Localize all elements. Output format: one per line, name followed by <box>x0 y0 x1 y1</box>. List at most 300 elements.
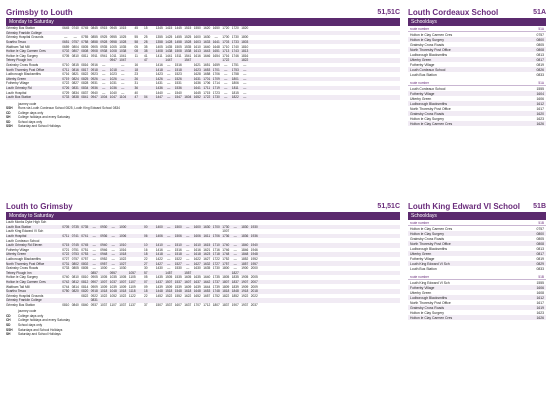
time-cell: 1746 <box>222 247 230 252</box>
minutes-cell: 31 <box>134 81 139 86</box>
time-cell: 0745 <box>71 243 79 248</box>
time-cell: 0802 <box>71 261 79 266</box>
time-cell: 1635 <box>203 266 211 271</box>
time-cell: — <box>92 247 96 252</box>
route-number: 51,51C <box>377 202 400 210</box>
time-cell: — <box>92 252 96 257</box>
note-key: SD <box>6 323 11 328</box>
time-cell: 0805 <box>81 44 89 49</box>
time-cell: 1839 <box>231 284 239 289</box>
time-cell: 1522 <box>174 257 182 262</box>
stop-name: Fotherby Village <box>410 91 435 96</box>
minutes-cell: 35 <box>143 44 148 49</box>
time-cell: — <box>233 266 237 271</box>
minutes-cell: 11 <box>134 53 138 58</box>
time-cell: 1623 <box>193 67 201 72</box>
time-cell: 1652 <box>193 293 201 298</box>
time-cell: — <box>102 72 106 77</box>
time-cell: 1605 <box>184 275 192 280</box>
time-cell: 0811 <box>81 53 89 58</box>
time-cell: 1137 <box>128 302 136 307</box>
time-cell: 0805 <box>536 42 544 47</box>
time-cell: 1848 <box>241 252 249 257</box>
time-cell: 1658 <box>203 72 211 77</box>
route-label: route number <box>410 81 429 85</box>
time-cell: 1736 <box>222 234 230 239</box>
time-cell: — <box>121 72 125 77</box>
time-cell: — <box>92 261 96 266</box>
time-cell: 1909 <box>241 284 249 289</box>
time-cell: 0813 <box>536 246 544 251</box>
time-cell: 1706 <box>203 81 211 86</box>
time-cell: 1657 <box>203 293 211 298</box>
time-cell: 1739 <box>212 284 220 289</box>
time-cell: 0822 <box>81 72 89 77</box>
time-cell: 1616 <box>193 53 201 58</box>
time-cell: 2000 <box>250 266 258 271</box>
time-cell: 1009 <box>119 284 127 289</box>
time-cell: 1047 <box>119 58 127 63</box>
time-cell: 0659 <box>62 44 70 49</box>
stop-name: Holton le Clay Carmen Cres <box>6 49 46 54</box>
day-bar: Monday to Saturday <box>6 18 400 26</box>
time-cell: 0741 <box>81 234 89 239</box>
stop-name: Louth Bus Station <box>410 72 437 77</box>
time-cell: — <box>224 95 228 100</box>
time-cell: 1007 <box>119 280 127 285</box>
stop-name: North Thoresby Post Office <box>410 241 451 246</box>
route-value: 51B <box>538 221 544 225</box>
time-cell: 0800 <box>536 231 544 236</box>
stop-name: Utterby Green <box>6 252 27 257</box>
time-cell: 1606 <box>536 96 544 101</box>
time-cell: 0931 <box>90 81 98 86</box>
time-cell: — <box>233 224 237 229</box>
time-cell: 1723 <box>212 90 220 95</box>
time-cell: — <box>243 86 247 91</box>
time-cell: 1807 <box>212 302 220 307</box>
time-cell: 1622 <box>193 257 201 262</box>
stop-name: Utterby Green <box>410 251 432 256</box>
time-cell: 0645 <box>62 26 70 31</box>
time-cell: 1646 <box>203 53 211 58</box>
time-cell: 0834 <box>81 86 89 91</box>
time-cell: — <box>224 81 228 86</box>
time-cell: 1641 <box>193 86 201 91</box>
time-cell: 0814 <box>71 284 79 289</box>
time-cell: 1740 <box>231 44 239 49</box>
time-cell: 0800 <box>536 37 544 42</box>
time-cell: 0916 <box>90 63 98 68</box>
time-cell: 1455 <box>174 35 182 40</box>
time-cell: 0955 <box>109 35 117 40</box>
time-cell: 1822 <box>231 95 239 100</box>
time-cell: 0810 <box>71 53 79 58</box>
time-cell: 1830 <box>241 224 249 229</box>
time-cell: 1538 <box>184 49 192 54</box>
time-cell: 2005 <box>250 275 258 280</box>
time-cell: — <box>102 90 106 95</box>
time-cell: 0826 <box>536 67 544 72</box>
time-cell: 1008 <box>109 49 117 54</box>
note-line <box>6 332 400 337</box>
time-cell: 1822 <box>222 293 230 298</box>
time-cell: 1007 <box>100 280 108 285</box>
note-text: Runs via Louth Cordeaux School 0825, Louth King Edward School 0834 <box>18 106 120 111</box>
time-cell: 1057 <box>128 270 136 275</box>
time-cell: 1720 <box>222 26 230 31</box>
timetable-title <box>408 6 546 18</box>
time-cell: 1937 <box>241 302 249 307</box>
title-text: Louth Cordeaux School <box>408 7 499 17</box>
time-cell: 1035 <box>119 44 127 49</box>
stop-name: North Thoresby Post Office <box>410 47 451 52</box>
note-key: CD <box>6 110 11 115</box>
timetable-body <box>6 220 400 307</box>
stop-name: Ludborough Blacksmiths <box>410 52 448 57</box>
time-cell: — <box>224 63 228 68</box>
time-cell: 1018 <box>109 67 117 72</box>
stop-name: Utterby Green <box>6 76 27 81</box>
route-number: 51A <box>533 8 546 16</box>
time-cell: 1005 <box>100 275 108 280</box>
minutes-cell: 25 <box>143 35 148 40</box>
time-cell: 0824 <box>71 76 79 81</box>
time-cell: 1427 <box>155 261 163 266</box>
stop-name: Ludborough Blacksmiths <box>6 257 41 262</box>
time-cell: 1907 <box>231 302 239 307</box>
time-cell: 0908 <box>90 49 98 54</box>
time-cell: 1706 <box>212 72 220 77</box>
minutes-cell: 41 <box>143 53 148 58</box>
time-cell: 0808 <box>81 49 89 54</box>
stop-name: Louth King Edward VI Sch <box>410 261 450 266</box>
time-cell: 1613 <box>193 49 201 54</box>
time-cell: 1405 <box>155 44 163 49</box>
stop-name: Ludborough Blacksmiths <box>6 72 41 77</box>
time-cell: 1700 <box>222 35 230 40</box>
time-cell: 1652 <box>193 95 201 100</box>
time-cell: — <box>167 252 171 257</box>
time-cell: — <box>111 234 115 239</box>
time-cell: — <box>243 63 247 68</box>
time-cell: 1848 <box>231 289 239 294</box>
minutes-cell: 37 <box>143 302 148 307</box>
time-cell: — <box>64 35 68 40</box>
time-cell: — <box>167 95 171 100</box>
time-cell: 1617 <box>536 300 544 305</box>
time-cell: 1447 <box>165 58 173 63</box>
time-cell: 1431 <box>155 81 163 86</box>
time-cell: 1710 <box>212 243 220 248</box>
time-cell: 1751 <box>231 63 239 68</box>
time-cell: 0858 <box>90 40 98 45</box>
time-cell: 1727 <box>212 261 220 266</box>
time-cell: 1612 <box>536 295 544 300</box>
time-cell: 1105 <box>128 275 136 280</box>
time-cell: 1618 <box>184 289 192 294</box>
time-cell: 1606 <box>536 285 544 290</box>
time-cell: 1506 <box>174 234 182 239</box>
time-cell: 1604 <box>184 95 192 100</box>
time-cell: 1031 <box>109 81 117 86</box>
time-cell: 1122 <box>128 293 136 298</box>
stop-name: Louth Cordeaux School <box>410 86 446 91</box>
time-cell: 1430 <box>155 266 163 271</box>
time-cell: 0957 <box>109 270 117 275</box>
stop-list <box>408 32 546 77</box>
time-cell: — <box>102 86 106 91</box>
time-cell: 0936 <box>90 86 98 91</box>
time-cell: 1610 <box>193 243 201 248</box>
stop-name: Holton le Clay Surgery <box>6 275 38 280</box>
time-cell: 0810 <box>81 275 89 280</box>
minutes-cell: 07 <box>143 280 148 285</box>
time-cell: 0751 <box>71 247 79 252</box>
time-cell: 0819 <box>536 62 544 67</box>
time-cell: — <box>92 243 96 248</box>
stop-name: Utterby Green <box>410 96 432 101</box>
time-cell: 0822 <box>81 293 89 298</box>
time-cell: — <box>233 247 237 252</box>
stop-list <box>408 86 546 126</box>
time-cell: 1518 <box>165 289 173 294</box>
minutes-cell: 45 <box>134 26 139 31</box>
time-cell: — <box>102 67 106 72</box>
time-cell: 1611 <box>203 234 211 239</box>
time-cell: 1642 <box>203 280 211 285</box>
route-label: route number <box>410 275 429 279</box>
time-cell: 0816 <box>71 67 79 72</box>
time-cell: — <box>92 266 96 271</box>
minutes-cell: 16 <box>143 247 148 252</box>
time-cell: 0753 <box>81 252 89 257</box>
time-cell: — <box>121 90 125 95</box>
stop-name: Grainsby Cross Roads <box>6 266 39 271</box>
stop-name: Holton le Clay Surgery <box>410 37 444 42</box>
time-cell: 1448 <box>155 289 163 294</box>
time-cell: 1107 <box>109 302 117 307</box>
time-cell: — <box>121 67 125 72</box>
time-cell: 1022 <box>119 293 127 298</box>
time-cell: 1505 <box>174 44 182 49</box>
stop-name: Grimsby Hospital Grounds <box>6 35 44 40</box>
time-cell: 0719 <box>62 76 70 81</box>
time-cell: 0926 <box>90 76 98 81</box>
time-cell: 0815 <box>71 63 79 68</box>
time-cell: 1810 <box>241 44 249 49</box>
time-cell: 0807 <box>71 49 79 54</box>
time-cell: 1636 <box>193 81 201 86</box>
minutes-cell: 30 <box>143 266 148 271</box>
time-cell: 0952 <box>100 257 108 262</box>
time-cell: — <box>121 86 125 91</box>
time-cell: 0742 <box>62 280 70 285</box>
time-cell: 0947 <box>109 58 117 63</box>
note-key: SD <box>6 119 11 124</box>
minutes-cell: 38 <box>143 49 148 54</box>
time-cell: 1552 <box>174 293 182 298</box>
time-cell: 1627 <box>193 261 201 266</box>
time-cell: 1007 <box>222 229 230 234</box>
time-cell: — <box>167 76 171 81</box>
time-cell: 1648 <box>212 44 220 49</box>
stop-name: Fotherby Village <box>6 247 29 252</box>
time-cell: 1537 <box>165 302 173 307</box>
stop-name: Grainsby Cross Roads <box>410 305 445 310</box>
stop-name: Holton le Clay Carmen Cres <box>410 121 453 126</box>
time-cell: 0905 <box>90 44 98 49</box>
time-cell: 0813 <box>536 52 544 57</box>
time-cell: 1630 <box>193 266 201 271</box>
time-cell: 0814 <box>81 284 89 289</box>
time-cell: 1437 <box>155 280 163 285</box>
time-cell: 1706 <box>212 234 220 239</box>
time-cell: 1737 <box>212 280 220 285</box>
time-cell: — <box>186 224 190 229</box>
stop-name: Holton le Clay Carmen Cres <box>410 32 453 37</box>
stop-name: Ludborough Blacksmiths <box>410 101 448 106</box>
time-cell: 1009 <box>100 284 108 289</box>
time-cell: 1511 <box>174 53 182 58</box>
table-row <box>6 95 400 100</box>
time-cell: 0831 <box>71 86 79 91</box>
time-cell: 1509 <box>165 284 173 289</box>
time-cell: 1016 <box>119 247 127 252</box>
time-cell: 0757 <box>71 257 79 262</box>
stop-name: Holton le Clay Surgery <box>6 53 38 58</box>
time-cell: — <box>167 261 171 266</box>
time-cell: 0711 <box>62 67 70 72</box>
time-cell: 0922 <box>90 293 98 298</box>
time-cell: — <box>73 35 77 40</box>
time-cell: 1610 <box>193 44 201 49</box>
minutes-cell: 26 <box>134 76 139 81</box>
time-cell: 0711 <box>62 234 70 239</box>
time-cell: 0731 <box>62 261 70 266</box>
time-cell: 1510 <box>174 243 182 248</box>
time-cell: 2009 <box>250 284 258 289</box>
time-cell: 1547 <box>174 95 182 100</box>
notes <box>6 102 400 130</box>
time-cell: 1523 <box>174 72 182 77</box>
time-cell: 1550 <box>193 26 201 31</box>
time-cell: 0721 <box>62 247 70 252</box>
time-cell: 0845 <box>90 26 98 31</box>
time-cell: 0751 <box>81 247 89 252</box>
note-key: CD <box>6 313 11 318</box>
time-cell: 0937 <box>90 302 98 307</box>
time-cell: 1650 <box>212 26 220 31</box>
time-cell: — <box>224 76 228 81</box>
time-cell: 1015 <box>119 26 127 31</box>
time-cell: 1716 <box>222 53 230 58</box>
time-cell: 0945 <box>109 26 117 31</box>
time-cell: 1617 <box>536 106 544 111</box>
time-cell: 0705 <box>62 53 70 58</box>
time-cell: 0722 <box>62 252 70 257</box>
time-cell: 0805 <box>71 266 79 271</box>
stop-name: Louth Bus Station <box>6 224 32 229</box>
time-cell: 1822 <box>241 58 249 63</box>
stop-name: Waltham Tall Mill <box>6 44 30 49</box>
stop-name: Ludborough Blacksmiths <box>410 246 448 251</box>
time-cell: 0726 <box>62 86 70 91</box>
time-cell: — <box>186 234 190 239</box>
time-cell: 1406 <box>155 234 163 239</box>
time-cell: 1837 <box>222 302 230 307</box>
time-cell: — <box>243 67 247 72</box>
time-cell: 1730 <box>231 35 239 40</box>
time-cell: 1540 <box>174 90 182 95</box>
route-value: 51B <box>538 275 544 279</box>
time-cell: 1428 <box>165 40 173 45</box>
time-cell: 1722 <box>212 257 220 262</box>
stop-name: Tetney Plough Inn <box>6 58 32 63</box>
time-cell: — <box>167 247 171 252</box>
note-key: SSH <box>6 106 13 111</box>
time-cell: 1457 <box>165 270 173 275</box>
time-cell: 1005 <box>109 44 117 49</box>
time-cell: 1700 <box>212 224 220 229</box>
time-cell: 0948 <box>100 252 108 257</box>
minutes-cell: 36 <box>134 86 139 91</box>
time-cell: 1535 <box>174 275 182 280</box>
time-cell: 1609 <box>184 284 192 289</box>
time-cell: 1805 <box>222 275 230 280</box>
minutes-cell: 06 <box>143 234 148 239</box>
time-cell: 1815 <box>231 90 239 95</box>
time-cell: 1441 <box>165 53 173 58</box>
time-cell: 1722 <box>203 95 211 100</box>
time-cell: 1528 <box>184 40 192 45</box>
time-cell: 1630 <box>203 35 211 40</box>
time-cell: 1620 <box>203 26 211 31</box>
time-cell: 1458 <box>174 40 182 45</box>
stop-name: Grimsby Bus Station <box>6 302 36 307</box>
time-cell: 1626 <box>536 121 544 126</box>
time-cell: 1621 <box>193 63 201 68</box>
time-cell: — <box>186 243 190 248</box>
time-cell: 1023 <box>109 72 117 77</box>
time-cell: — <box>111 247 115 252</box>
time-cell: 1557 <box>184 270 192 275</box>
time-cell: 1730 <box>212 95 220 100</box>
time-cell: 0702 <box>62 49 70 54</box>
time-cell: 1600 <box>193 224 201 229</box>
time-cell: 1358 <box>155 40 163 45</box>
minutes-cell: 18 <box>143 252 148 257</box>
time-cell: 0936 <box>100 234 108 239</box>
stop-list <box>408 280 546 320</box>
stop-name: Fotherby Village <box>410 285 435 290</box>
time-cell: 1635 <box>193 275 201 280</box>
time-cell: 0918 <box>90 289 98 294</box>
time-cell: 1006 <box>119 234 127 239</box>
time-cell: 1758 <box>231 72 239 77</box>
minutes-cell: 58 <box>134 40 139 45</box>
time-cell: 1410 <box>155 243 163 248</box>
time-cell: 0941 <box>100 53 108 58</box>
time-cell: — <box>243 72 247 77</box>
time-cell: 1709 <box>212 76 220 81</box>
time-cell: 1028 <box>119 40 127 45</box>
time-cell: 1104 <box>119 95 127 100</box>
time-cell: 2007 <box>250 280 258 285</box>
time-cell: 0812 <box>81 280 89 285</box>
time-cell: 1000 <box>100 266 108 271</box>
time-cell: 1541 <box>184 53 192 58</box>
